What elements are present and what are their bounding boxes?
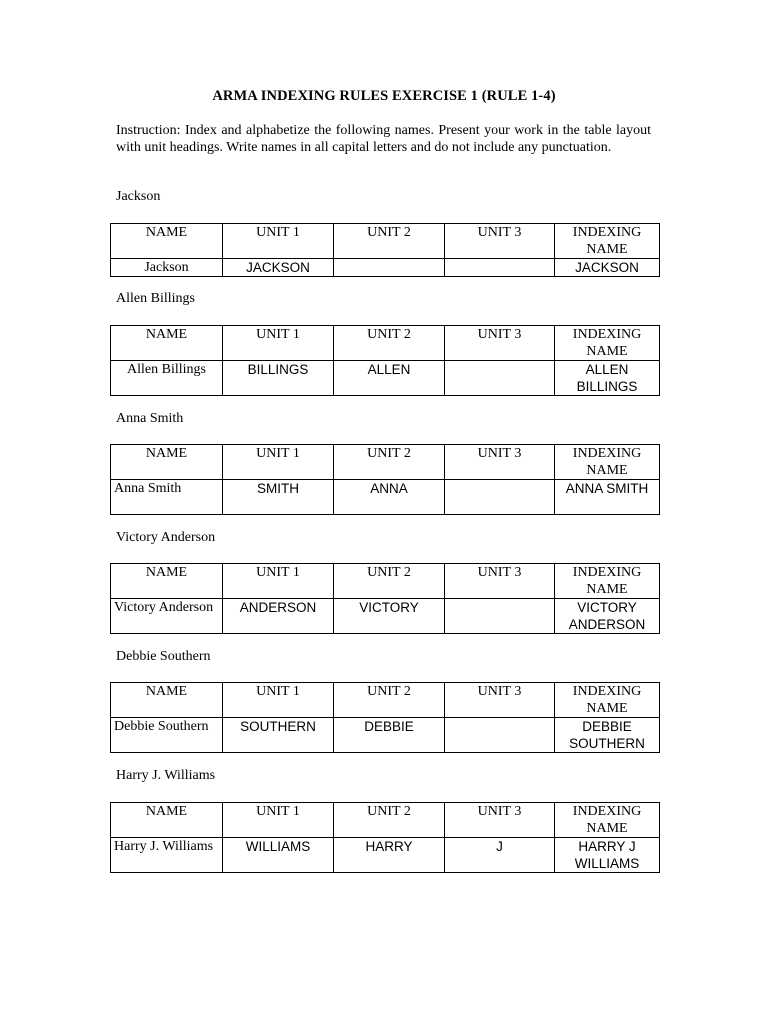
cell-unit-2 xyxy=(334,259,445,277)
header-name: NAME xyxy=(111,224,223,259)
header-unit-1: UNIT 1 xyxy=(223,683,334,718)
cell-unit-1: SMITH xyxy=(223,480,334,515)
cell-name: Allen Billings xyxy=(111,361,223,396)
instruction-text: Instruction: Index and alphabetize the following names. Present your work in the table layout with unit headings. Write names in all capital letters and do not include any punctuation. xyxy=(116,123,651,155)
header-unit-1: UNIT 1 xyxy=(223,224,334,259)
header-unit-1: UNIT 1 xyxy=(223,564,334,599)
header-unit-2: UNIT 2 xyxy=(334,326,445,361)
cell-indexing-name: HARRY J WILLIAMS xyxy=(555,838,660,873)
header-unit-1: UNIT 1 xyxy=(223,445,334,480)
header-name: NAME xyxy=(111,445,223,480)
header-unit-3: UNIT 3 xyxy=(445,224,555,259)
header-indexing-name: INDEXING NAME xyxy=(555,445,660,480)
cell-indexing-name: ANNA SMITH xyxy=(555,480,660,515)
cell-name: Anna Smith xyxy=(111,480,223,515)
header-name: NAME xyxy=(111,326,223,361)
header-unit-2: UNIT 2 xyxy=(334,445,445,480)
cell-unit-2: ANNA xyxy=(334,480,445,515)
cell-name: Victory Anderson xyxy=(111,599,223,634)
header-unit-2: UNIT 2 xyxy=(334,564,445,599)
header-name: NAME xyxy=(111,564,223,599)
header-indexing-name: INDEXING NAME xyxy=(555,564,660,599)
header-indexing-name: INDEXING NAME xyxy=(555,683,660,718)
cell-unit-3 xyxy=(445,718,555,753)
exercise-label: Harry J. Williams xyxy=(116,768,216,783)
indexing-table xyxy=(110,444,660,515)
table-header-row xyxy=(111,224,660,259)
cell-unit-2: HARRY xyxy=(334,838,445,873)
table-header-row xyxy=(111,326,660,361)
cell-name: Harry J. Williams xyxy=(111,838,223,873)
cell-unit-1: WILLIAMS xyxy=(223,838,334,873)
cell-indexing-name: DEBBIE SOUTHERN xyxy=(555,718,660,753)
cell-unit-1: BILLINGS xyxy=(223,361,334,396)
header-name: NAME xyxy=(111,803,223,838)
header-unit-2: UNIT 2 xyxy=(334,683,445,718)
cell-indexing-name: VICTORY ANDERSON xyxy=(555,599,660,634)
header-unit-1: UNIT 1 xyxy=(223,326,334,361)
header-indexing-name: INDEXING NAME xyxy=(555,224,660,259)
exercise-label: Victory Anderson xyxy=(116,530,216,545)
table-row xyxy=(111,480,660,515)
table-row xyxy=(111,718,660,753)
cell-unit-2: DEBBIE xyxy=(334,718,445,753)
header-unit-3: UNIT 3 xyxy=(445,326,555,361)
exercise-label: Debbie Southern xyxy=(116,649,211,664)
header-unit-3: UNIT 3 xyxy=(445,445,555,480)
header-unit-1: UNIT 1 xyxy=(223,803,334,838)
indexing-table xyxy=(110,563,660,634)
page-title: ARMA INDEXING RULES EXERCISE 1 (RULE 1-4) xyxy=(212,88,556,104)
header-unit-3: UNIT 3 xyxy=(445,564,555,599)
table-header-row xyxy=(111,564,660,599)
indexing-table xyxy=(110,223,660,277)
table-header-row xyxy=(111,445,660,480)
exercise-label: Allen Billings xyxy=(116,291,195,306)
header-indexing-name: INDEXING NAME xyxy=(555,326,660,361)
cell-unit-3: J xyxy=(445,838,555,873)
table-row xyxy=(111,838,660,873)
cell-name: Debbie Southern xyxy=(111,718,223,753)
cell-unit-1: SOUTHERN xyxy=(223,718,334,753)
indexing-table xyxy=(110,325,660,396)
cell-unit-1: ANDERSON xyxy=(223,599,334,634)
cell-unit-3 xyxy=(445,259,555,277)
header-unit-3: UNIT 3 xyxy=(445,803,555,838)
header-unit-3: UNIT 3 xyxy=(445,683,555,718)
header-indexing-name: INDEXING NAME xyxy=(555,803,660,838)
cell-indexing-name: ALLEN BILLINGS xyxy=(555,361,660,396)
indexing-table xyxy=(110,802,660,873)
cell-name: Jackson xyxy=(111,259,223,277)
cell-unit-2: ALLEN xyxy=(334,361,445,396)
table-header-row xyxy=(111,683,660,718)
header-unit-2: UNIT 2 xyxy=(334,224,445,259)
cell-unit-2: VICTORY xyxy=(334,599,445,634)
cell-unit-1: JACKSON xyxy=(223,259,334,277)
header-name: NAME xyxy=(111,683,223,718)
exercise-label: Anna Smith xyxy=(116,411,184,426)
table-row xyxy=(111,259,660,277)
cell-unit-3 xyxy=(445,599,555,634)
cell-indexing-name: JACKSON xyxy=(555,259,660,277)
exercise-label: Jackson xyxy=(116,189,161,204)
table-row xyxy=(111,361,660,396)
table-header-row xyxy=(111,803,660,838)
table-row xyxy=(111,599,660,634)
cell-unit-3 xyxy=(445,361,555,396)
indexing-table xyxy=(110,682,660,753)
header-unit-2: UNIT 2 xyxy=(334,803,445,838)
cell-unit-3 xyxy=(445,480,555,515)
